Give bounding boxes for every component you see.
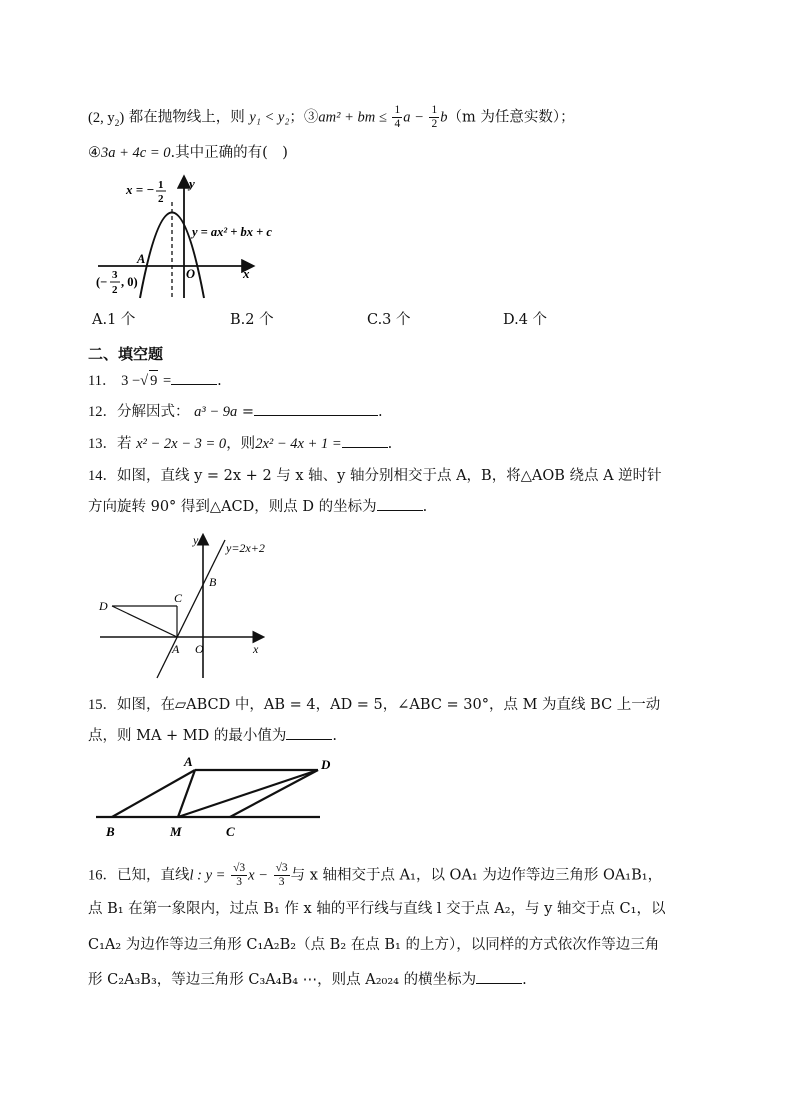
q15-text-2: 点，则 MA + MD 的最小值为 xyxy=(88,728,287,744)
q15-side-dc xyxy=(230,770,318,817)
q16-end: . xyxy=(522,972,527,988)
q16-frac-1: $\frac{√3}{3}$ xyxy=(233,862,246,888)
q14-line-graph xyxy=(157,540,225,678)
q14-number: 14． xyxy=(88,468,117,484)
q14-line2 xyxy=(88,497,427,517)
q13-expr-b: 2x² − 4x + 1 = xyxy=(255,436,342,452)
q14-rotation-figure xyxy=(92,530,272,680)
q10-point-pre: (− xyxy=(96,275,108,289)
q16-text-a: 已知，直线 xyxy=(117,867,190,884)
q14-y-label: y xyxy=(193,533,199,547)
q14-x-label: x xyxy=(253,642,259,656)
q15-c-label: C xyxy=(226,824,235,839)
q15-side-ab xyxy=(112,770,195,817)
q12-end: . xyxy=(378,404,383,420)
q14-segment-dA xyxy=(112,606,177,637)
q14-text-2: 方向旋转 90° 得到△ACD，则点 D 的坐标为 xyxy=(88,499,377,515)
q14-c-label: C xyxy=(174,591,183,605)
q11-sqrt-sign: √ xyxy=(140,373,149,389)
q10-line1 xyxy=(88,104,575,131)
q11-number: 11． xyxy=(88,373,117,389)
q10-sym-num: 1 xyxy=(158,179,164,191)
q10-note: （m 为任意实数）； xyxy=(447,109,575,126)
q10-point-num: 3 xyxy=(112,269,118,281)
q10-expr-b: a − xyxy=(403,109,424,126)
q10-choice-c[interactable]: C.3 个 xyxy=(367,312,411,328)
q11-answer-blank[interactable] xyxy=(171,384,217,385)
q14-a-label: A xyxy=(172,642,180,656)
q15-end: . xyxy=(332,728,337,744)
q16-text-3: C₁A₂ 为边作等边三角形 C₁A₂B₂（点 B₂ 在点 B₁ 的上方），以同样的方式依次作等边三角 xyxy=(88,937,660,953)
q14-line-label: y=2x+2 xyxy=(226,541,265,555)
q13-number: 13． xyxy=(88,436,117,452)
q10-choice-d[interactable]: D.4 个 xyxy=(503,312,548,328)
q10-parabola-figure xyxy=(92,172,272,300)
q15-m-label: M xyxy=(170,824,182,839)
q11-line xyxy=(88,370,222,391)
q10-point-a-label: A xyxy=(137,252,146,266)
q10-sym-label: x = − xyxy=(126,182,155,197)
q15-line1 xyxy=(88,695,660,715)
q10-expr-a: am² + bm ≤ xyxy=(318,109,387,126)
q14-text-1: 如图，直线 y = 2x + 2 与 x 轴、y 轴分别相交于点 A，B，将△AOB 绕点 A 逆时针 xyxy=(117,468,662,484)
q11-end: . xyxy=(217,373,222,389)
q10-sym-den: 2 xyxy=(158,193,164,205)
q14-d-label: D xyxy=(99,599,108,613)
q16-frac-2: $\frac{√3}{3}$ xyxy=(275,862,288,888)
q15-text-1: 如图，在▱ABCD 中，AB = 4，AD = 5，∠ABC = 30°，点 M 为直线 BC 上一动 xyxy=(117,697,661,713)
q11-eq: = xyxy=(162,373,172,389)
q14-line1 xyxy=(88,466,662,486)
q15-parallelogram-figure xyxy=(92,752,342,844)
q10-frac-quarter: $\frac{1}{4}$ xyxy=(394,104,401,130)
q10-y-label: y xyxy=(189,176,195,191)
q10-line2-text: .其中正确的有( ) xyxy=(170,145,288,161)
q16-text-b: 与 x 轴相交于点 A₁，以 OA₁ 为边作等边三角形 OA₁B₁， xyxy=(290,867,663,884)
q12-answer-blank[interactable] xyxy=(254,415,378,416)
q15-number: 15． xyxy=(88,697,117,713)
q11-radicand: 9 xyxy=(149,370,158,391)
q10-line2 xyxy=(88,143,288,163)
q15-d-label: D xyxy=(321,757,331,772)
q16-line4 xyxy=(88,970,527,990)
q14-b-label: B xyxy=(209,575,217,589)
q12-number: 12． xyxy=(88,404,117,420)
q13-text-a: 若 xyxy=(117,436,132,452)
q10-curve-label: y = ax² + bx + c xyxy=(192,225,272,239)
q15-answer-blank[interactable] xyxy=(286,739,332,740)
q16-number: 16． xyxy=(88,867,117,884)
q13-answer-blank[interactable] xyxy=(342,447,388,448)
q16-x: x − xyxy=(248,867,268,884)
q13-line xyxy=(88,434,392,454)
q10-x-label: x xyxy=(243,266,250,281)
q14-end: . xyxy=(422,499,428,515)
q16-line3 xyxy=(88,935,659,955)
q16-text-4: 形 C₂A₃B₃，等边三角形 C₃A₄B₄ ⋯，则点 A₂₀₂₄ 的横坐标为 xyxy=(88,972,477,988)
q10-expr-4: 3a + 4c = 0 xyxy=(101,145,171,161)
q12-expr: a³ − 9a xyxy=(194,404,238,420)
q10-point: (2, $y_2$) xyxy=(88,109,125,129)
q15-line2 xyxy=(88,726,337,746)
q14-origin-label: O xyxy=(195,642,204,656)
q15-b-label: B xyxy=(106,824,115,839)
q16-line2 xyxy=(88,899,665,919)
q14-answer-blank[interactable] xyxy=(377,510,423,511)
q10-ineq: y₁ < y₂ xyxy=(249,109,290,126)
q13-end: . xyxy=(387,436,393,452)
q10-point-den: 2 xyxy=(112,284,118,296)
q13-expr-a: x² − 2x − 3 = 0 xyxy=(136,436,227,452)
q16-line1 xyxy=(88,862,662,889)
q10-text-b: ；③ xyxy=(289,109,319,126)
q12-line xyxy=(88,402,383,422)
q13-text-b: ，则 xyxy=(226,436,256,452)
q12-text: 分解因式： xyxy=(117,404,190,420)
q10-origin-label: O xyxy=(186,267,196,281)
q10-point-post: , 0) xyxy=(121,275,138,289)
q12-eq: = xyxy=(241,404,255,420)
q16-text-2: 点 B₁ 在第一象限内，过点 B₁ 作 x 轴的平行线与直线 l 交于点 A₂，与 y 轴交于点 C₁，以 xyxy=(88,901,666,917)
q15-segment-md xyxy=(178,770,318,817)
q15-a-label: A xyxy=(184,754,193,769)
section-title: 二、填空题 xyxy=(88,345,164,363)
q10-choice-a[interactable]: A.1 个 xyxy=(92,312,136,328)
q10-expr-c: b xyxy=(440,109,448,126)
q16-line-l: l : y = xyxy=(189,867,226,884)
q10-frac-half: $\frac{1}{2}$ xyxy=(431,104,438,130)
q16-answer-blank[interactable] xyxy=(476,983,522,984)
q10-text-a: 都在抛物线上，则 xyxy=(128,109,245,126)
q11-expr: 3 − xyxy=(121,373,141,389)
q10-circled-4: ④ xyxy=(88,145,101,161)
q10-choice-b[interactable]: B.2 个 xyxy=(230,312,274,328)
